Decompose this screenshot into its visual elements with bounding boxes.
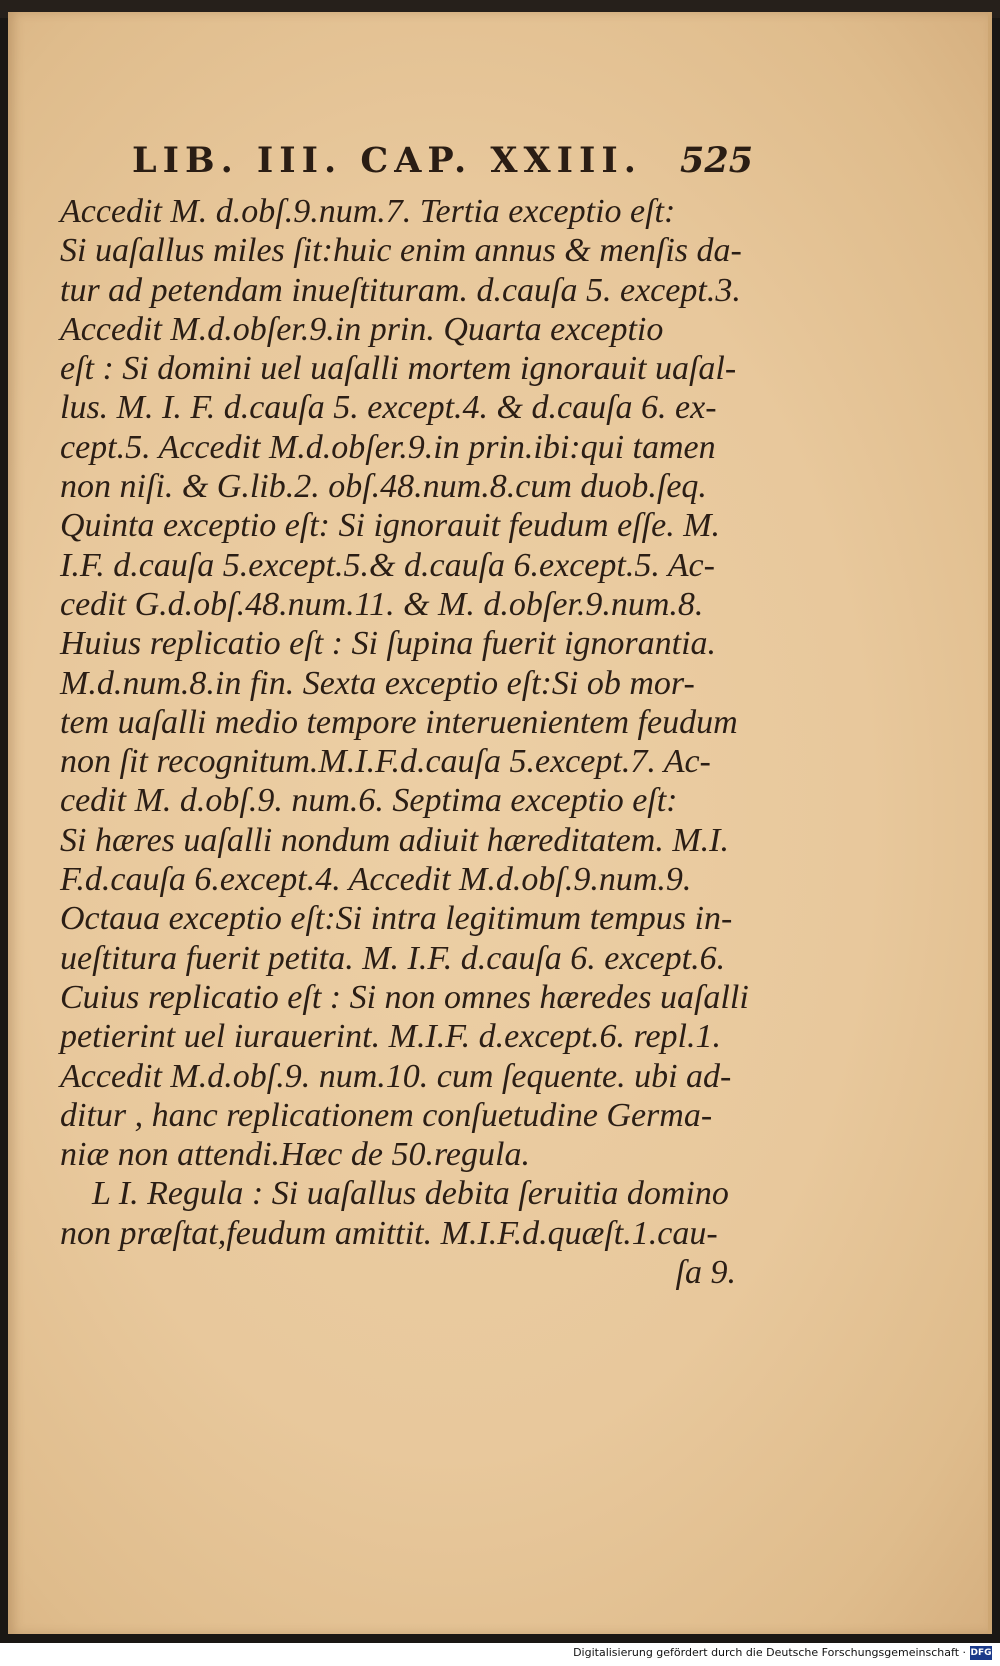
text-line: Huius replicatio eſt : Si ſupina fuerit ignorantia. bbox=[60, 625, 717, 663]
dfg-logo-icon: DFG bbox=[970, 1648, 992, 1658]
text-line: non præſtat,feudum amittit. M.I.F.d.quæſt.1.cau- bbox=[60, 1214, 718, 1252]
text-line: non ſit recognitum.M.I.F.d.cauſa 5.except.7. Ac- bbox=[60, 743, 711, 781]
text-line: cedit M. d.obſ.9. num.6. Septima exceptio eſt: bbox=[60, 782, 678, 820]
text-line: tur ad petendam inueſtituram. d.cauſa 5. except.3. bbox=[60, 271, 741, 309]
text-line: Si uaſallus miles ſit:huic enim annus & menſis da- bbox=[60, 232, 742, 270]
text-line: non niſi. & G.lib.2. obſ.48.num.8.cum duob.ſeq. bbox=[60, 468, 707, 506]
text-line-rule-heading: L I. Regula : Si uaſallus debita ſeruitia domino bbox=[92, 1175, 729, 1213]
text-line: Accedit M. d.obſ.9.num.7. Tertia exceptio eſt: bbox=[60, 193, 676, 230]
text-line: F.d.cauſa 6.except.4. Accedit M.d.obſ.9.num.9. bbox=[60, 861, 692, 899]
text-line: ditur , hanc replicationem conſuetudine Germa- bbox=[60, 1096, 713, 1134]
text-line: cept.5. Accedit M.d.obſer.9.in prin.ibi:qui tamen bbox=[60, 428, 716, 466]
text-line: Cuius replicatio eſt : Si non omnes hæredes uaſalli bbox=[60, 978, 749, 1016]
text-line: Accedit M.d.obſ.9. num.10. cum ſequente. ubi ad- bbox=[60, 1057, 732, 1095]
text-line: I.F. d.cauſa 5.except.5.& d.cauſa 6.except.5. Ac- bbox=[60, 546, 715, 584]
page-number: 525 bbox=[680, 140, 754, 181]
running-head bbox=[48, 132, 754, 192]
text-line: niæ non attendi.Hæc de 50.regula. bbox=[60, 1136, 530, 1174]
text-line: Quinta exceptio eſt: Si ignorauit feudum eſſe. M. bbox=[60, 507, 721, 545]
text-line: cedit G.d.obſ.48.num.11. & M. d.obſer.9.num.8. bbox=[60, 585, 704, 623]
text-line: eſt : Si domini uel uaſalli mortem ignorauit uaſal- bbox=[60, 350, 737, 388]
running-head-title: LIB. III. CAP. XXIII. bbox=[132, 140, 642, 181]
footer-credit-text: Digitalisierung gefördert durch die Deutsche Forschungsgemeinschaft · bbox=[573, 1646, 966, 1659]
body-text bbox=[60, 192, 760, 1292]
text-line: lus. M. I. F. d.cauſa 5. except.4. & d.cauſa 6. ex- bbox=[60, 389, 717, 427]
text-line-catchword: ſa 9. bbox=[675, 1254, 736, 1292]
text-line: Si hæres uaſalli nondum adiuit hæreditatem. M.I. bbox=[60, 821, 729, 859]
text-line: ueſtitura fuerit petita. M. I.F. d.cauſa 6. except.6. bbox=[60, 939, 726, 977]
text-line: petierint uel iurauerint. M.I.F. d.except.6. repl.1. bbox=[60, 1018, 721, 1056]
text-line: Octaua exceptio eſt:Si intra legitimum tempus in- bbox=[60, 900, 733, 938]
text-line: tem uaſalli medio tempore interuenientem feudum bbox=[60, 703, 738, 741]
page-content bbox=[48, 132, 754, 1292]
book-page bbox=[8, 12, 992, 1634]
digitization-footer bbox=[0, 1643, 1000, 1666]
text-line: M.d.num.8.in fin. Sexta exceptio eſt:Si ob mor- bbox=[60, 664, 695, 702]
text-line: Accedit M.d.obſer.9.in prin. Quarta exceptio bbox=[60, 310, 664, 348]
